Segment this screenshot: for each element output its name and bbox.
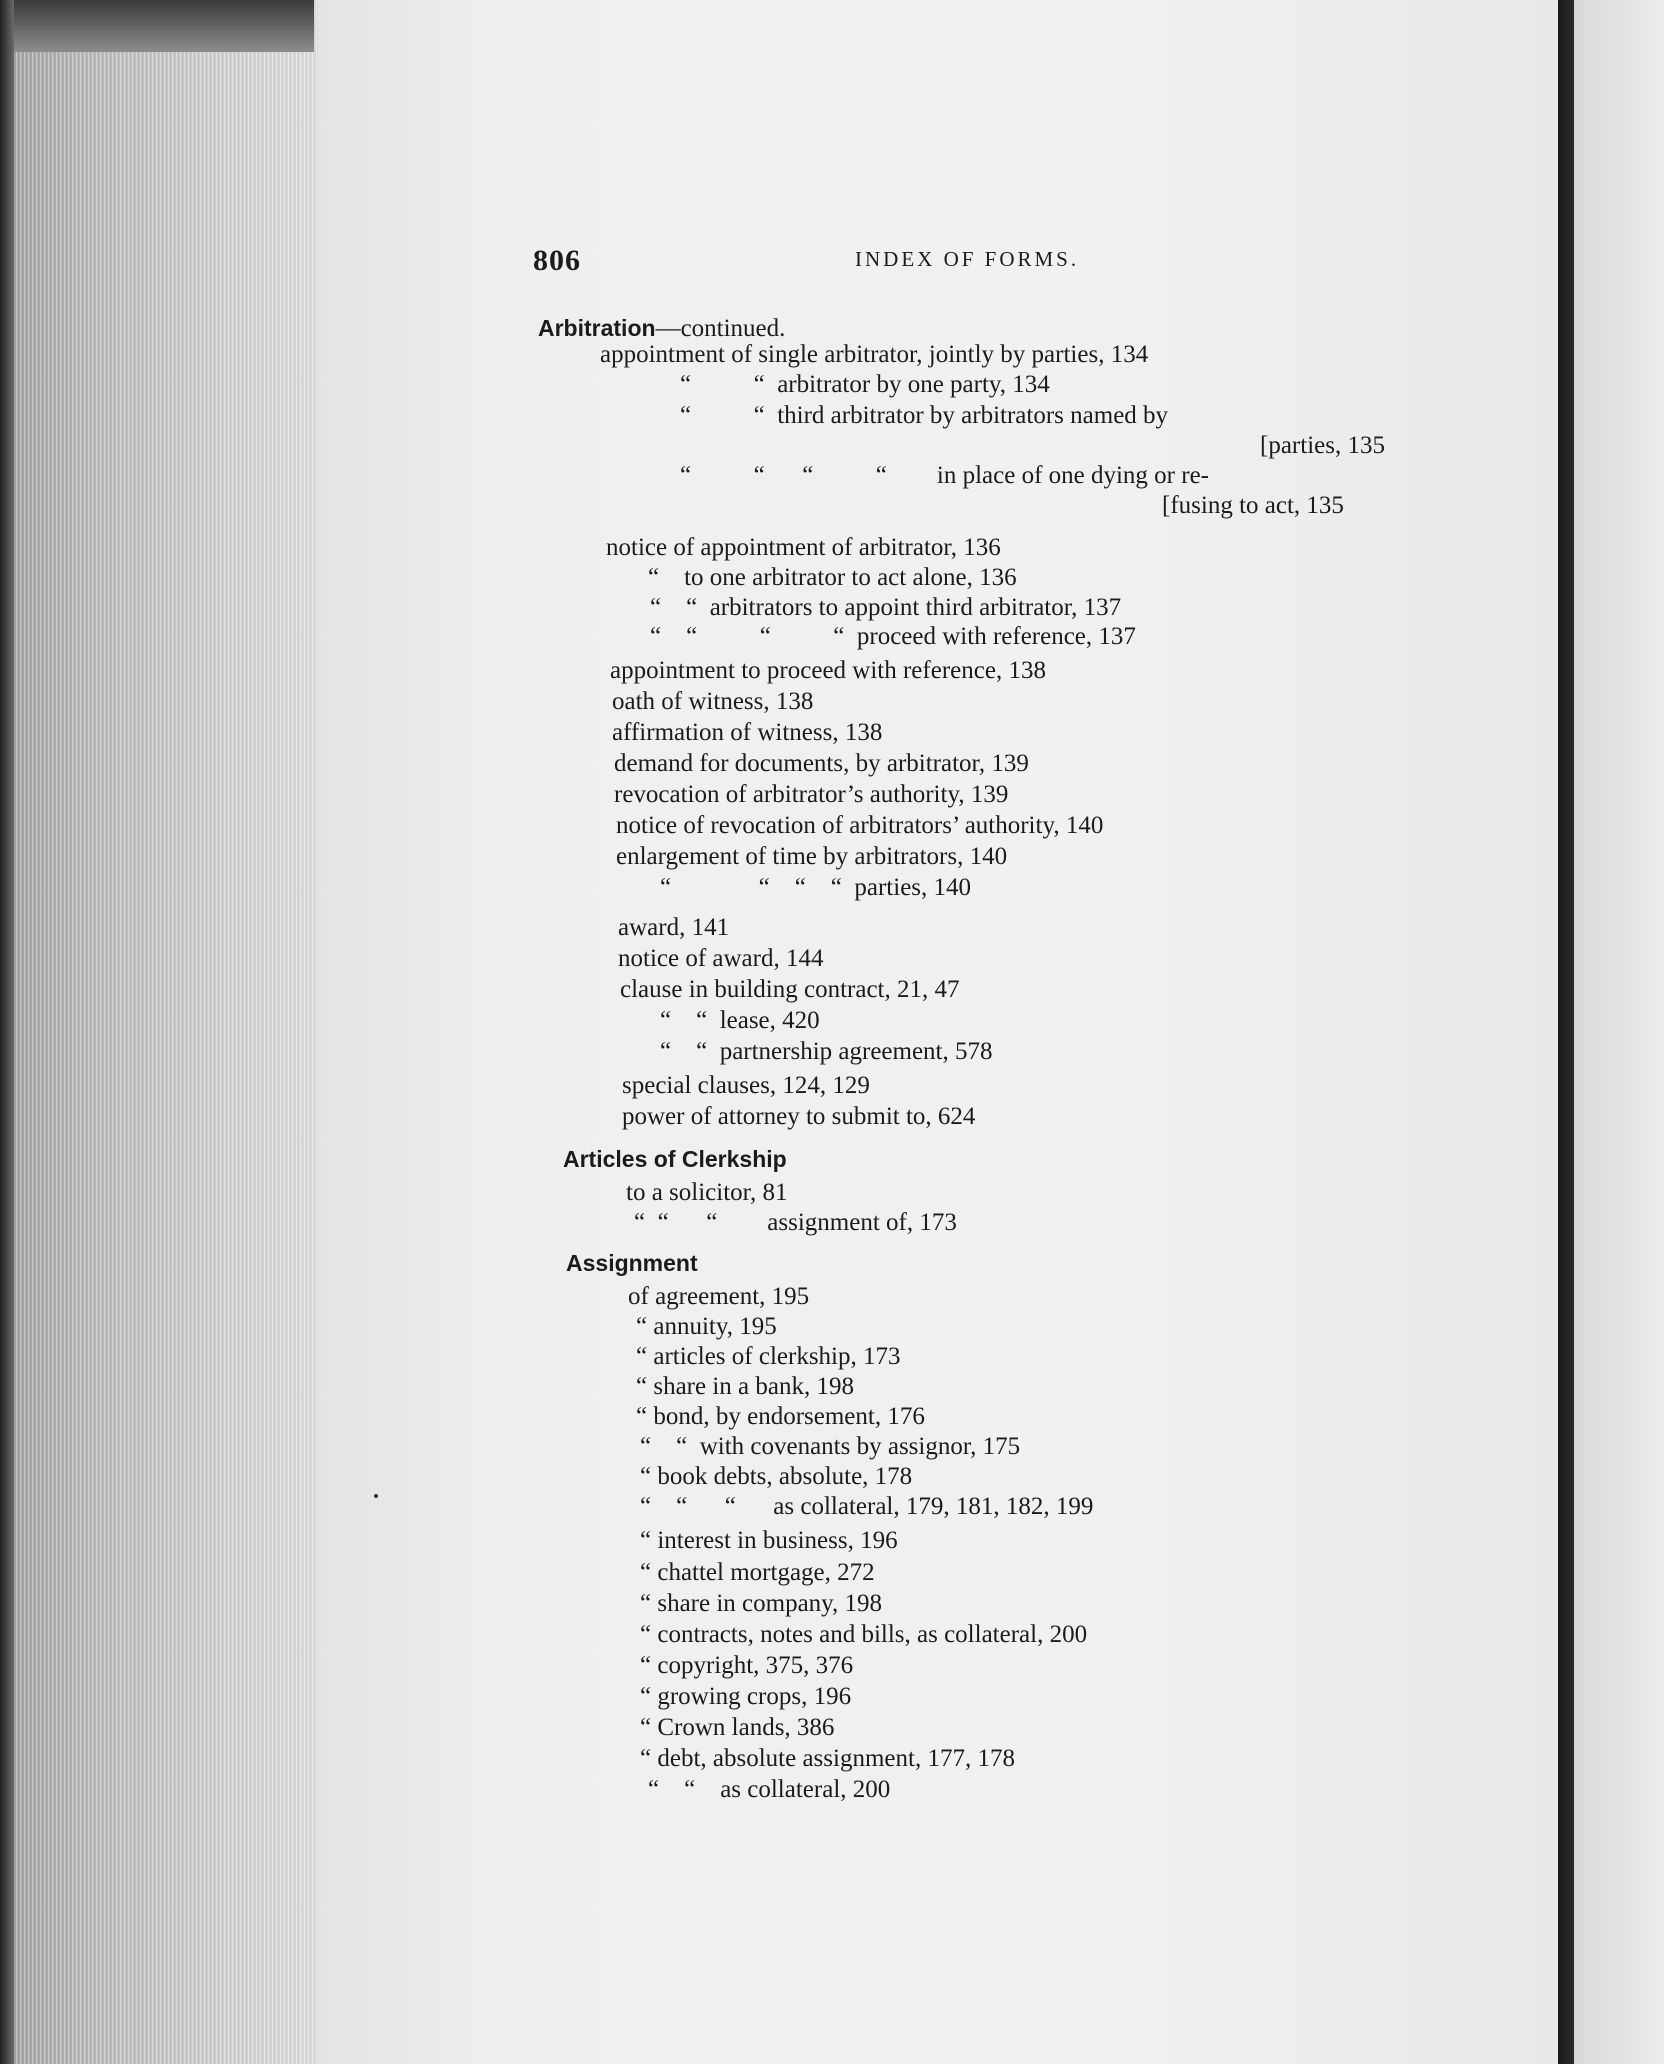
index-entry: “ “ third arbitrator by arbitrators named by <box>680 402 1169 429</box>
index-entry: “ “ arbitrators to appoint third arbitrator, 137 <box>650 594 1122 621</box>
index-entry: “ “ arbitrator by one party, 134 <box>680 371 1050 398</box>
index-entry: “ chattel mortgage, 272 <box>640 1559 875 1586</box>
index-entry-continuation: [fusing to act, 135 <box>1162 492 1344 519</box>
index-entry: “ “ “ as collateral, 179, 181, 182, 199 <box>640 1493 1094 1520</box>
index-heading-assignment: Assignment <box>566 1250 698 1276</box>
facing-page <box>1574 0 1664 2064</box>
index-entry: “ “ lease, 420 <box>660 1007 820 1034</box>
index-entry: power of attorney to submit to, 624 <box>622 1103 976 1130</box>
index-entry: “ growing crops, 196 <box>640 1683 852 1710</box>
index-entry: “ share in company, 198 <box>640 1590 883 1617</box>
index-entry: “ “ “ “ parties, 140 <box>660 874 972 901</box>
index-entry: “ bond, by endorsement, 176 <box>636 1403 925 1430</box>
book-cover-edge <box>0 0 14 2064</box>
heading-continued: —continued. <box>655 315 786 342</box>
index-heading-articles-of-clerkship: Articles of Clerkship <box>563 1146 787 1172</box>
index-entry: demand for documents, by arbitrator, 139 <box>614 750 1029 777</box>
index-entry: to a solicitor, 81 <box>626 1179 788 1206</box>
book-gutter <box>1558 0 1574 2064</box>
index-entry-continuation: [parties, 135 <box>1260 432 1385 459</box>
index-entry: “ articles of clerkship, 173 <box>636 1343 901 1370</box>
index-entry: “ “ partnership agreement, 578 <box>660 1038 993 1065</box>
index-entry: special clauses, 124, 129 <box>622 1072 870 1099</box>
running-head: INDEX OF FORMS. <box>855 247 1080 271</box>
index-entry: appointment to proceed with reference, 138 <box>610 657 1046 684</box>
index-entry: “ share in a bank, 198 <box>636 1373 854 1400</box>
index-heading-arbitration <box>538 316 785 341</box>
index-entry: oath of witness, 138 <box>612 688 814 715</box>
index-entry: notice of appointment of arbitrator, 136 <box>606 534 1001 561</box>
index-entry: “ interest in business, 196 <box>640 1527 898 1554</box>
index-entry: “ book debts, absolute, 178 <box>640 1463 913 1490</box>
index-entry: clause in building contract, 21, 47 <box>620 976 960 1003</box>
book-top-shadow <box>14 0 314 52</box>
page-number: 806 <box>533 244 581 277</box>
heading-text: Arbitration <box>538 315 656 341</box>
index-entry: “ annuity, 195 <box>636 1313 777 1340</box>
index-entry: “ “ “ “ in place of one dying or re- <box>680 462 1210 489</box>
index-entry: “ “ with covenants by assignor, 175 <box>640 1433 1021 1460</box>
index-entry: award, 141 <box>618 914 730 941</box>
page-stack-edge <box>0 0 318 2064</box>
index-entry: notice of award, 144 <box>618 945 824 972</box>
index-entry: of agreement, 195 <box>628 1283 810 1310</box>
index-entry: “ “ “ assignment of, 173 <box>634 1209 957 1236</box>
index-entry: revocation of arbitrator’s authority, 139 <box>614 781 1009 808</box>
index-entry: “ debt, absolute assignment, 177, 178 <box>640 1745 1015 1772</box>
index-entry: affirmation of witness, 138 <box>612 719 883 746</box>
index-entry: “ Crown lands, 386 <box>640 1714 835 1741</box>
index-entry: “ “ “ “ proceed with reference, 137 <box>650 623 1136 650</box>
index-entry: “ contracts, notes and bills, as collateral, 200 <box>640 1621 1088 1648</box>
index-entry: notice of revocation of arbitrators’ authority, 140 <box>616 812 1104 839</box>
index-entry: enlargement of time by arbitrators, 140 <box>616 843 1008 870</box>
index-entry: appointment of single arbitrator, jointly by parties, 134 <box>600 341 1149 368</box>
index-entry: “ copyright, 375, 376 <box>640 1652 854 1679</box>
index-entry: “ “ as collateral, 200 <box>648 1776 891 1803</box>
paper-speck <box>374 1494 378 1498</box>
index-entry: “ to one arbitrator to act alone, 136 <box>648 564 1017 591</box>
